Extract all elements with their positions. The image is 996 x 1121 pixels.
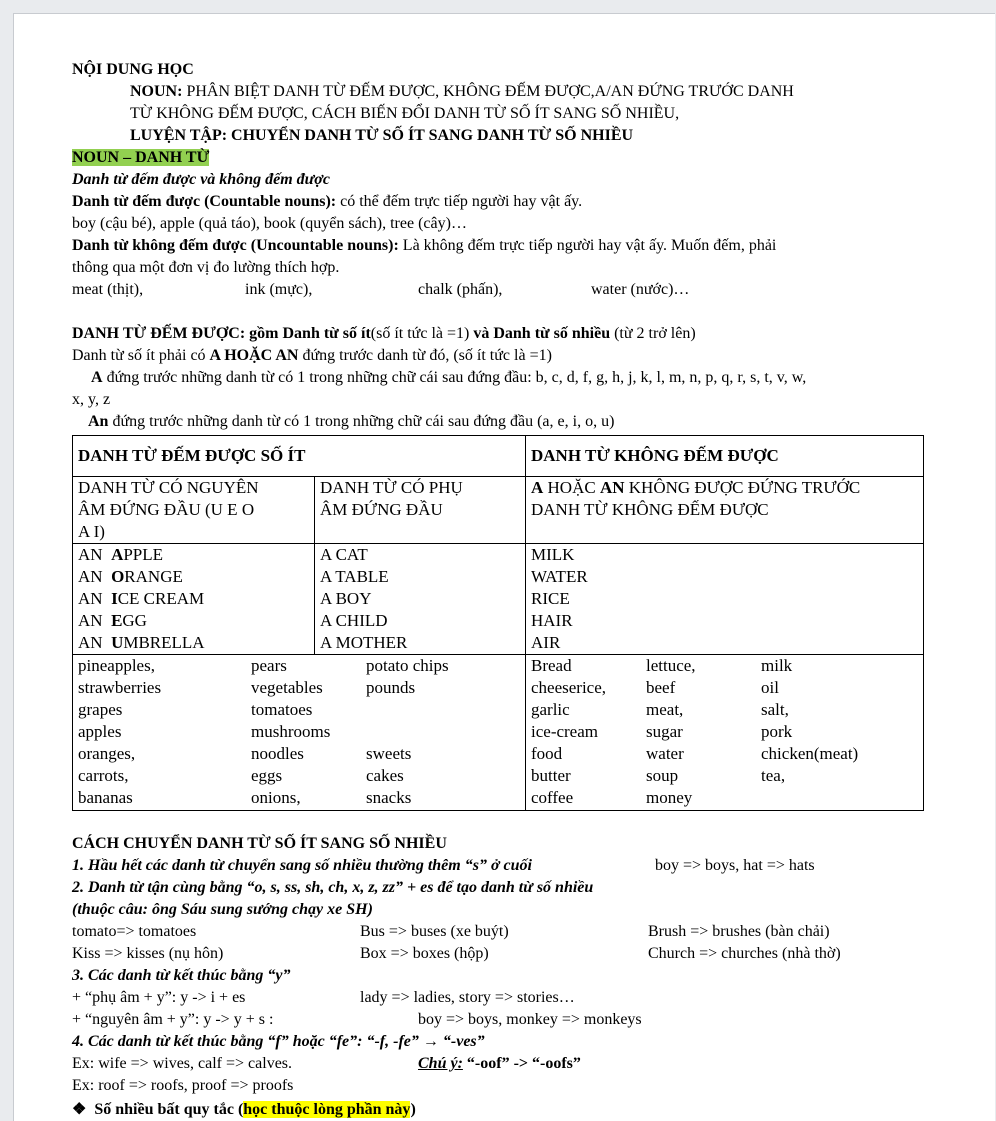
plural-rule-2: 2. Danh từ tận cùng bằng “o, s, ss, sh, ch, x, z, zz” + es để tạo danh từ số nhiều [72, 879, 594, 896]
uncountable-definition-cont: thông qua một đơn vị đo lường thích hợp. [72, 259, 340, 276]
table-consonant-heading: DANH TỪ CÓ PHỤ ÂM ĐỨNG ĐẦU [315, 477, 526, 544]
noun-topic-cont: TỪ KHÔNG ĐẾM ĐƯỢC, CÁCH BIẾN ĐỔI DANH TỪ SỐ ÍT SANG SỐ NHIỀU, [130, 105, 680, 122]
a-an-rule: Danh từ số ít phải có A HOẶC AN đứng trước danh từ đó, (số ít tức là =1) [72, 347, 552, 364]
countable-examples: boy (cậu bé), apple (quả táo), book (quyển sách), tree (cây)… [72, 215, 467, 232]
plural-ex-bus: Bus => buses (xe buýt) [360, 923, 509, 940]
an-rule: An đứng trước những danh từ có 1 trong những chữ cái sau đứng đầu (a, e, i, o, u) [88, 413, 615, 430]
plural-rule-4-example: Ex: wife => wives, calf => calves. [72, 1055, 293, 1072]
table-a-examples: A CAT A TABLE A BOY A CHILD A MOTHER [315, 544, 526, 655]
table-header-uncountable: DANH TỪ KHÔNG ĐẾM ĐƯỢC [526, 436, 924, 477]
plural-rule-4-example-2: Ex: roof => roofs, proof => proofs [72, 1077, 294, 1094]
noun-table [72, 435, 924, 811]
table-uncountable-words: Bread cheeserice, garlic ice-cream food butter coffee lettuce, beef meat, sugar water soup money milk oil salt, pork chicken(meat) tea, [526, 655, 924, 811]
table-an-examples: AN APPLE AN ORANGE AN ICE CREAM AN EGG AN UMBRELLA [73, 544, 315, 655]
plural-rule-3b: + “nguyên âm + y”: y -> y + s : [72, 1011, 274, 1028]
table-uncountable-rule: A HOẶC AN KHÔNG ĐƯỢC ĐỨNG TRƯỚC DANH TỪ KHÔNG ĐẾM ĐƯỢC [526, 477, 924, 544]
plural-rule-4: 4. Các danh từ kết thúc bằng “f” hoặc “fe”: “-f, -fe” → “-ves” [72, 1033, 485, 1050]
table-header-countable: DANH TỪ ĐẾM ĐƯỢC SỐ ÍT [73, 436, 526, 477]
plural-rule-2-mnemonic: (thuộc câu: ông Sáu sung sướng chạy xe SH) [72, 901, 373, 918]
uncountable-example-4: water (nước)… [591, 281, 690, 298]
table-vowel-heading: DANH TỪ CÓ NGUYÊN ÂM ĐỨNG ĐẦU (U E O A I) [73, 477, 315, 544]
countable-section-heading: DANH TỪ ĐẾM ĐƯỢC: gồm Danh từ số ít(số ít tức là =1) và Danh từ số nhiều (từ 2 trở lên) [72, 325, 696, 342]
uncountable-example-3: chalk (phấn), [418, 281, 503, 298]
plural-ex-box: Box => boxes (hộp) [360, 945, 489, 962]
uncountable-example-1: meat (thịt), [72, 281, 144, 298]
plural-rule-3a: + “phụ âm + y”: y -> i + es [72, 989, 246, 1006]
irregular-plural: ❖ Số nhiều bất quy tắc (học thuộc lòng phần này) [72, 1101, 416, 1118]
plural-rule-4-note: Chú ý: “-oof” -> “-oofs” [418, 1055, 581, 1072]
document-page [13, 13, 995, 1121]
section-title: NỘI DUNG HỌC [72, 61, 194, 78]
noun-topic: NOUN: PHÂN BIỆT DANH TỪ ĐẾM ĐƯỢC, KHÔNG ĐẾM ĐƯỢC,A/AN ĐỨNG TRƯỚC DANH [130, 83, 794, 100]
countable-definition: Danh từ đếm được (Countable nouns): có thể đếm trực tiếp người hay vật ấy. [72, 193, 583, 210]
plural-rule-1-example: boy => boys, hat => hats [655, 857, 815, 874]
practice-topic: LUYỆN TẬP: CHUYỂN DANH TỪ SỐ ÍT SANG DANH TỪ SỐ NHIỀU [130, 127, 634, 144]
a-rule-cont: x, y, z [72, 391, 111, 408]
plural-ex-tomato: tomato=> tomatoes [72, 923, 197, 940]
a-rule: A đứng trước những danh từ có 1 trong những chữ cái sau đứng đầu: b, c, d, f, g, h, j, k, l, m, n, p, q, r, s, t, v, w, [91, 369, 807, 386]
noun-heading: NOUN – DANH TỪ [72, 149, 210, 166]
plural-rule-3a-example: lady => ladies, story => stories… [360, 989, 575, 1006]
countable-subheading: Danh từ đếm được và không đếm được [72, 171, 330, 188]
plural-heading: CÁCH CHUYỂN DANH TỪ SỐ ÍT SANG SỐ NHIỀU [72, 835, 447, 852]
plural-ex-church: Church => churches (nhà thờ) [648, 945, 841, 962]
plural-ex-kiss: Kiss => kisses (nụ hôn) [72, 945, 224, 962]
plural-rule-1: 1. Hầu hết các danh từ chuyển sang số nhiều thường thêm “s” ở cuối [72, 857, 532, 874]
table-countable-words: pineapples, strawberries grapes apples oranges, carrots, bananas pears vegetables tomatoes mushrooms noodles eggs onions, potato chips pounds sweets cakes snacks [73, 655, 526, 811]
uncountable-definition: Danh từ không đếm được (Uncountable nouns): Là không đếm trực tiếp người hay vật ấy. Muốn đếm, phải [72, 237, 777, 254]
uncountable-example-2: ink (mực), [245, 281, 313, 298]
plural-ex-brush: Brush => brushes (bàn chải) [648, 923, 830, 940]
table-uncountable-examples: MILK WATER RICE HAIR AIR [526, 544, 924, 655]
diamond-bullet-icon: ❖ [72, 1101, 87, 1118]
plural-rule-3: 3. Các danh từ kết thúc bằng “y” [72, 967, 291, 984]
plural-rule-3b-example: boy => boys, monkey => monkeys [418, 1011, 642, 1028]
